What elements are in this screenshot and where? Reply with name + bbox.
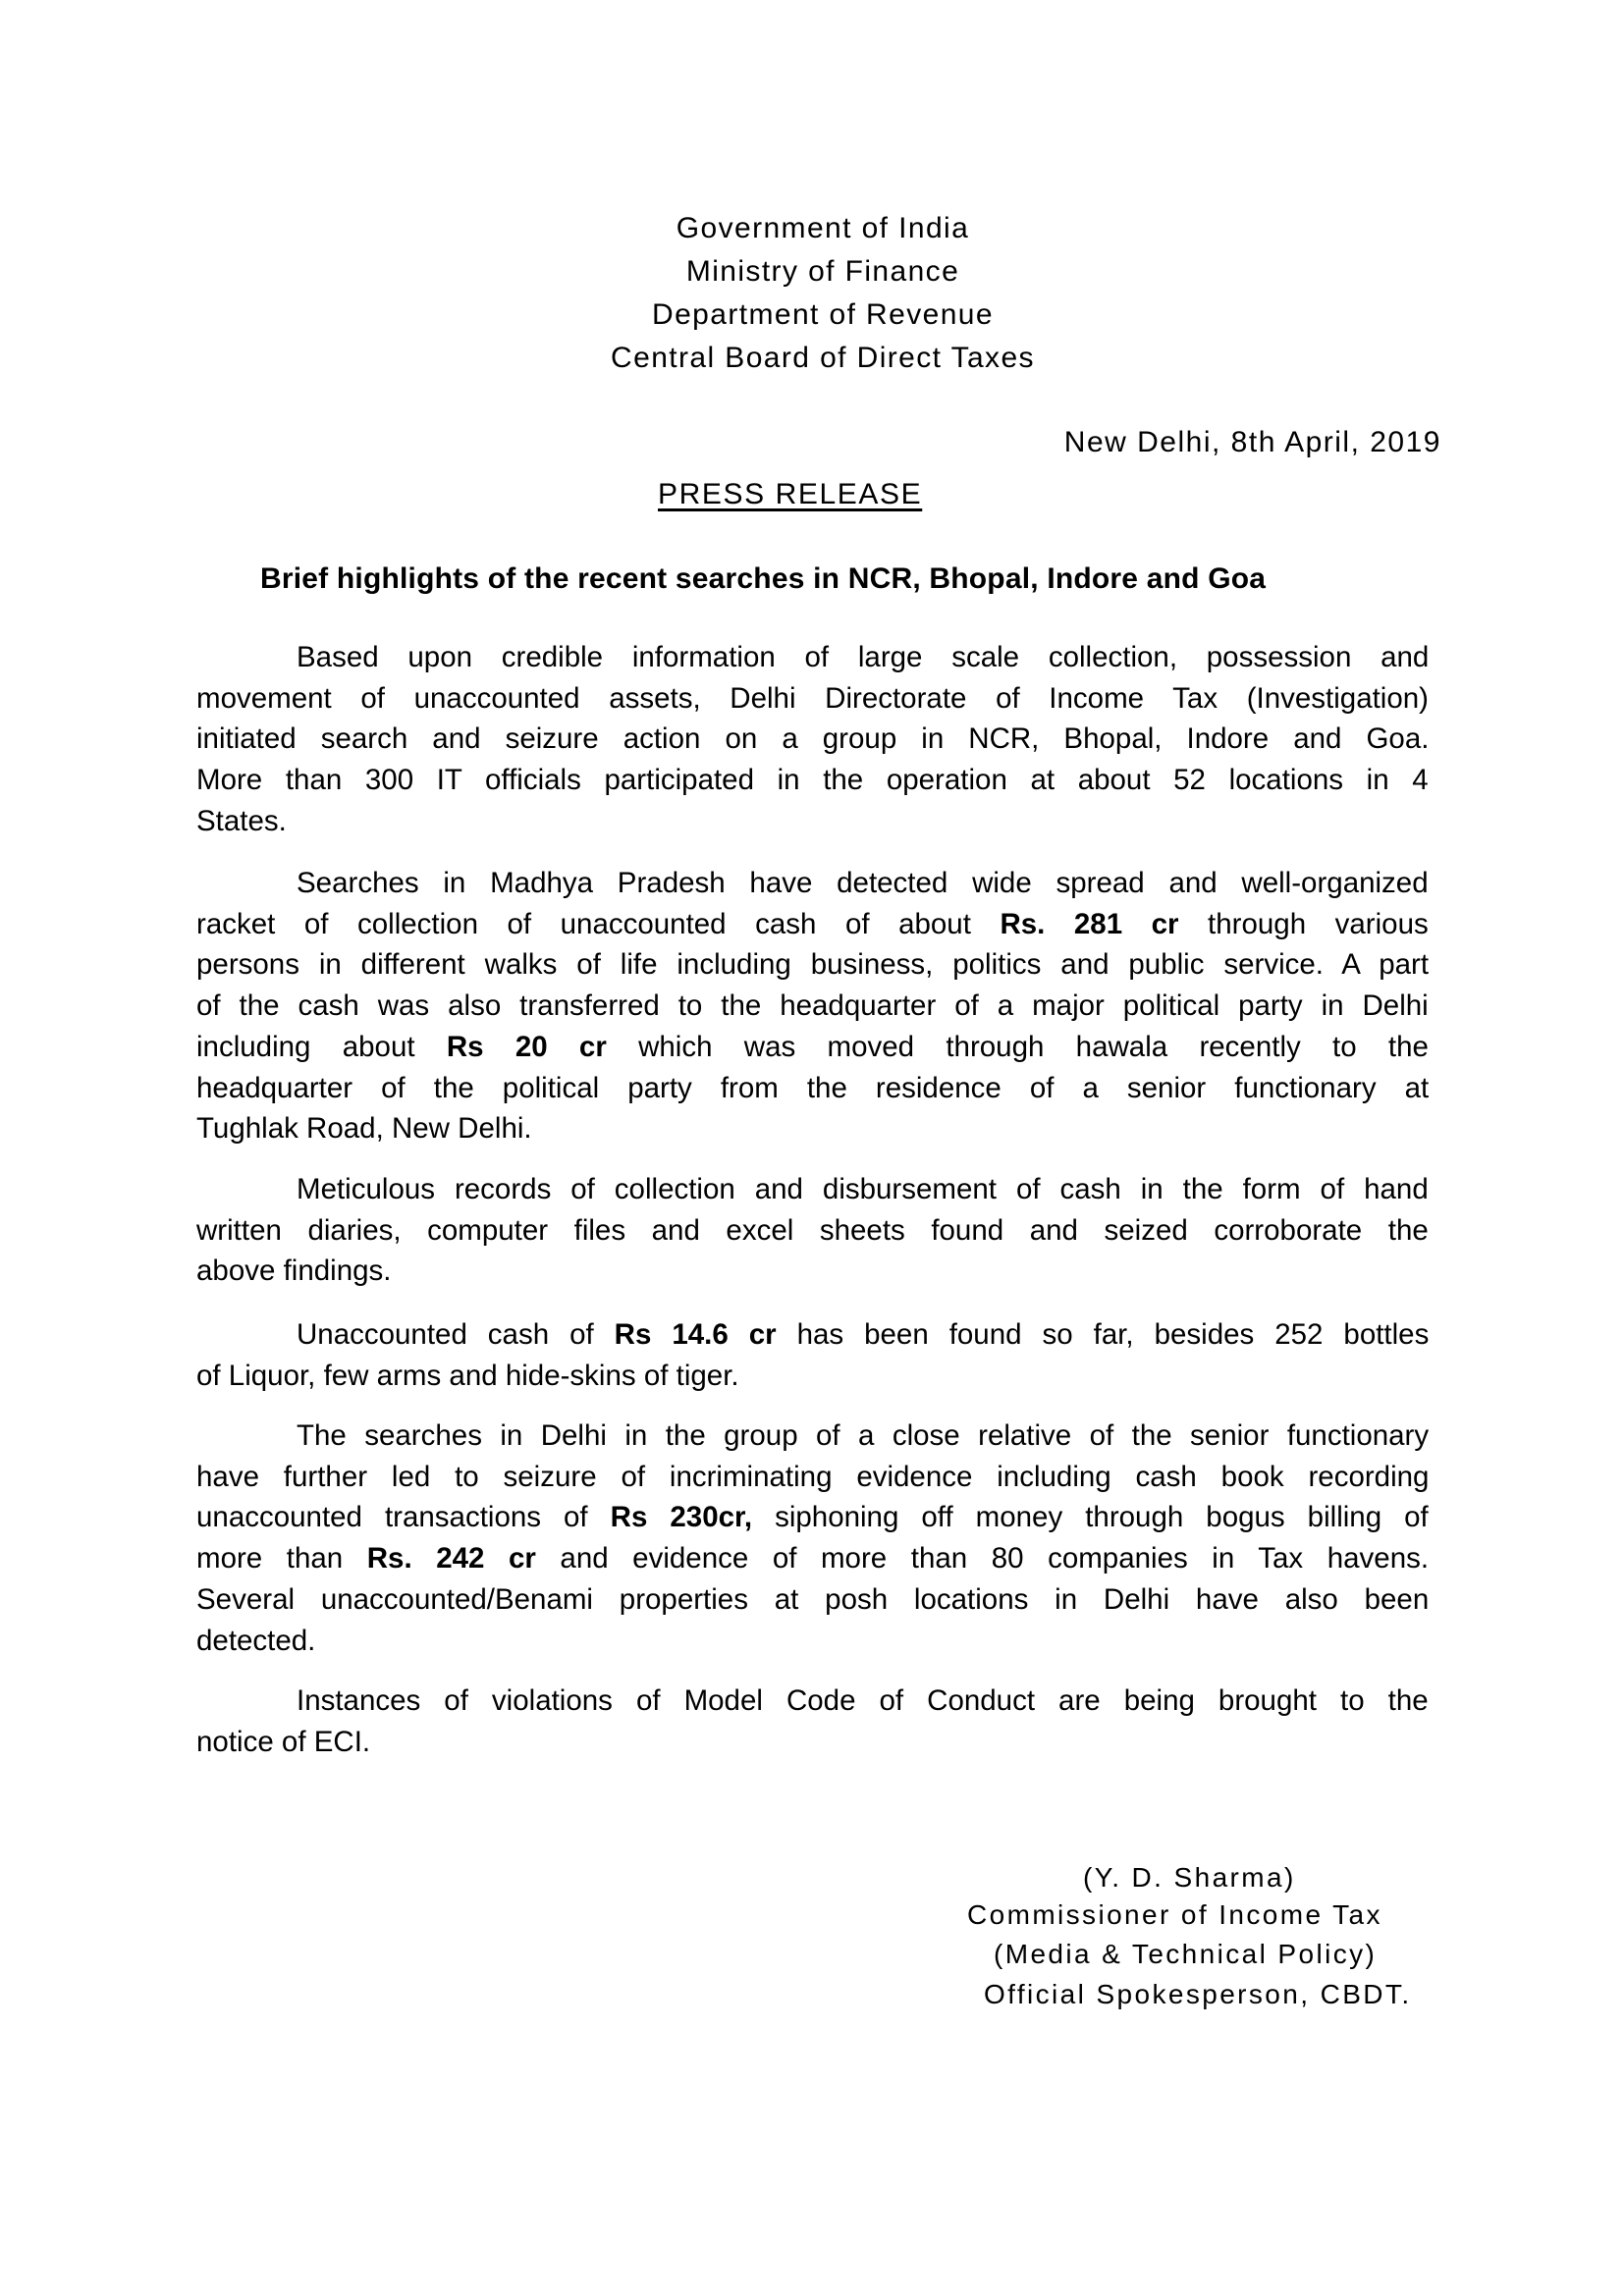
paragraph-line	[297, 637, 1429, 678]
paragraph-line	[297, 1169, 1429, 1210]
text-run: and evidence of more than 80 companies in Tax havens.	[535, 1542, 1430, 1575]
paragraph-line	[196, 1356, 739, 1397]
paragraph-line	[196, 986, 1429, 1027]
letterhead-department: Department of Revenue	[652, 298, 994, 331]
text-run: The searches in Delhi in the group of a close relative of the senior functionary	[297, 1419, 1430, 1452]
letterhead	[528, 207, 1117, 380]
letterhead-ministry: Ministry of Finance	[685, 255, 960, 288]
text-run: headquarter of the political party from the residence of a senior functionary at	[196, 1071, 1430, 1104]
text-run: more than	[196, 1542, 367, 1575]
paragraph-line	[196, 1068, 1429, 1109]
paragraph-line	[196, 760, 1429, 801]
text-run: Based upon credible information of large scale collection, possession and	[297, 641, 1430, 673]
text-run: including about	[196, 1030, 447, 1063]
paragraph-line	[297, 863, 1429, 904]
text-run: Tughlak Road, New Delhi.	[196, 1112, 532, 1146]
text-run: have further led to seizure of incriminating evidence including cash book recording	[196, 1460, 1430, 1493]
text-run: above findings.	[196, 1255, 392, 1288]
text-run: which was moved through hawala recently to the	[606, 1030, 1429, 1063]
text-run: Searches in Madhya Pradesh have detected wide spread and well-organized	[297, 867, 1429, 899]
highlighted-amount: Rs. 281 cr	[1000, 907, 1179, 940]
text-run: through various	[1178, 907, 1429, 940]
text-run: has been found so far, besides 252 bottles	[776, 1318, 1430, 1351]
text-run: Instances of violations of Model Code of Conduct are being brought to the	[297, 1684, 1429, 1717]
paragraph-line	[196, 1108, 532, 1149]
paragraph-line	[297, 1681, 1429, 1722]
paragraph-line	[196, 1457, 1429, 1498]
text-run: More than 300 IT officials participated in the operation at about 52 locations in 4	[196, 764, 1429, 797]
paragraph-line	[196, 1538, 1429, 1579]
paragraph-line	[196, 678, 1429, 720]
paragraph-line	[297, 1415, 1429, 1457]
letterhead-government: Government of India	[676, 212, 970, 244]
paragraph-line	[196, 1722, 370, 1763]
paragraph-line	[196, 1621, 315, 1662]
text-run: States.	[196, 804, 287, 837]
date-line: New Delhi, 8th April, 2019	[1063, 426, 1441, 458]
text-run: written diaries, computer files and excel sheets found and seized corroborate the	[196, 1213, 1429, 1247]
paragraph-line	[196, 1579, 1429, 1621]
signatory-unit: (Media & Technical Policy)	[994, 1939, 1378, 1969]
text-run: Meticulous records of collection and disbursement of cash in the form of hand	[297, 1173, 1429, 1205]
text-run: persons in different walks of life including business, politics and public service. A part	[196, 948, 1430, 982]
highlighted-amount: Rs 230cr,	[610, 1501, 753, 1534]
paragraph-line	[196, 1210, 1429, 1252]
highlighted-amount: Rs. 242 cr	[366, 1542, 536, 1575]
text-run: of Liquor, few arms and hide-skins of tiger.	[196, 1359, 739, 1392]
highlighted-amount: Rs 14.6 cr	[614, 1318, 777, 1351]
highlighted-amount: Rs 20 cr	[446, 1030, 607, 1063]
text-run: of the cash was also transferred to the headquarter of a major political party in Delhi	[196, 989, 1429, 1023]
text-run: unaccounted transactions of	[196, 1501, 611, 1534]
letterhead-board: Central Board of Direct Taxes	[611, 342, 1035, 374]
text-run: detected.	[196, 1624, 316, 1657]
text-run: Several unaccounted/Benami properties at posh locations in Delhi have also been	[196, 1582, 1430, 1616]
text-run: racket of collection of unaccounted cash of about	[196, 907, 1001, 940]
paragraph-line	[196, 801, 287, 842]
signatory-name: (Y. D. Sharma)	[1083, 1862, 1296, 1893]
paragraph-line	[297, 1314, 1429, 1356]
paragraph-line	[196, 1251, 391, 1292]
text-run: initiated search and seizure action on a group in NCR, Bhopal, Indore and Goa.	[196, 722, 1430, 756]
paragraph-line	[196, 904, 1429, 945]
paragraph-line	[196, 719, 1429, 760]
paragraph-line	[196, 1027, 1429, 1068]
text-run: siphoning off money through bogus billing of	[752, 1501, 1429, 1534]
signatory-role: Official Spokesperson, CBDT.	[984, 1979, 1412, 2009]
signatory-designation: Commissioner of Income Tax	[967, 1899, 1382, 1930]
paragraph-line	[196, 944, 1429, 986]
paragraph-line	[196, 1497, 1429, 1538]
text-run: movement of unaccounted assets, Delhi Directorate of Income Tax (Investigation)	[196, 681, 1429, 715]
text-run: Unaccounted cash of	[297, 1318, 615, 1351]
text-run: notice of ECI.	[196, 1725, 371, 1758]
document-type-heading: PRESS RELEASE	[658, 478, 923, 510]
press-release-title: Brief highlights of the recent searches in NCR, Bhopal, Indore and Goa	[260, 562, 1267, 595]
